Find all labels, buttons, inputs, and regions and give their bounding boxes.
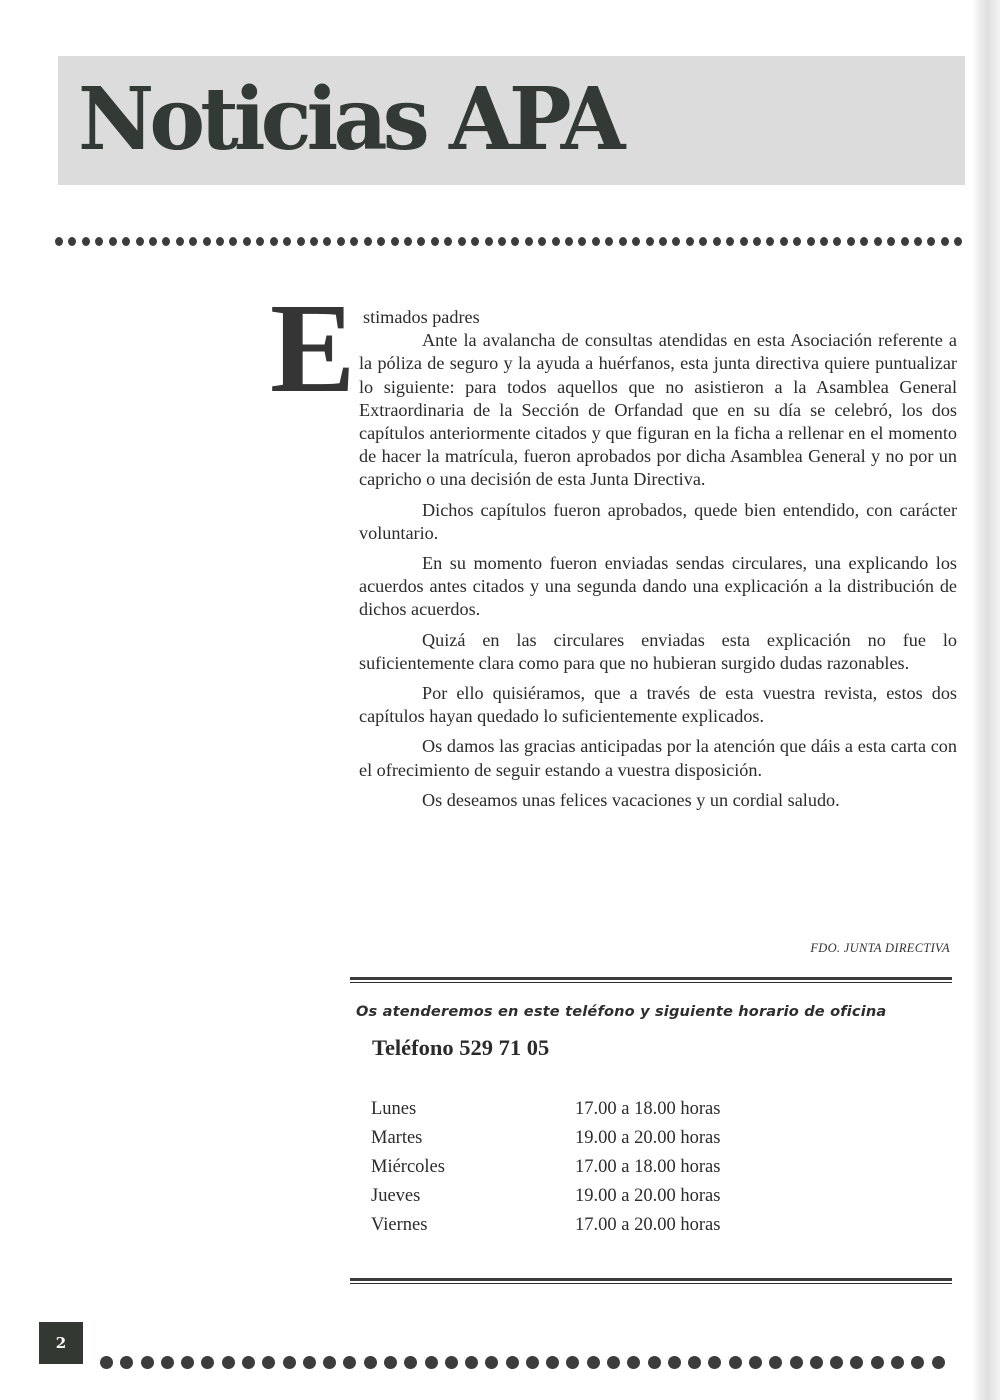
dot-icon	[417, 237, 425, 246]
page-title: Noticias APA	[78, 69, 621, 170]
schedule-hours: 19.00 a 20.00 horas	[575, 1128, 721, 1148]
dot-icon	[820, 237, 828, 246]
dot-icon	[552, 237, 560, 246]
dot-icon	[109, 237, 117, 246]
drop-cap: E	[270, 277, 356, 419]
dot-icon	[201, 1356, 214, 1369]
dot-icon	[181, 1356, 194, 1369]
dot-icon	[216, 237, 224, 246]
schedule-row	[371, 1095, 791, 1124]
dot-icon	[136, 237, 144, 246]
dot-icon	[310, 237, 318, 246]
page-number-badge: 2	[39, 1322, 83, 1364]
phone-number: Teléfono 529 71 05	[372, 1035, 550, 1060]
dot-icon	[465, 1356, 478, 1369]
dot-icon	[256, 237, 264, 246]
schedule-day: Viernes	[371, 1215, 428, 1235]
article-paragraph: Os deseamos unas felices vacaciones y un cordial saludo.	[422, 789, 840, 810]
dot-icon	[538, 237, 546, 246]
dot-icon	[242, 1356, 255, 1369]
dot-icon	[343, 1356, 356, 1369]
dot-icon	[323, 1356, 336, 1369]
dot-icon	[203, 237, 211, 246]
dot-icon	[404, 1356, 417, 1369]
rule-thick-line	[350, 977, 952, 980]
dot-icon	[161, 1356, 174, 1369]
schedule-day: Lunes	[371, 1099, 417, 1119]
dot-icon	[270, 237, 278, 246]
schedule-hours: 17.00 a 20.00 horas	[575, 1215, 721, 1235]
dot-icon	[377, 237, 385, 246]
dot-icon	[189, 237, 197, 246]
dot-icon	[713, 237, 721, 246]
dot-icon	[668, 1356, 681, 1369]
dot-icon	[729, 1356, 742, 1369]
office-schedule	[371, 1095, 791, 1240]
dot-icon	[766, 237, 774, 246]
dot-icon	[833, 237, 841, 246]
dot-icon	[229, 237, 237, 246]
dot-icon	[337, 237, 345, 246]
dot-icon	[860, 237, 868, 246]
article-greeting: stimados padres	[363, 307, 480, 327]
dot-icon	[120, 1356, 133, 1369]
dot-icon	[262, 1356, 275, 1369]
dot-icon	[648, 1356, 661, 1369]
office-hours-heading: Os atenderemos en este teléfono y siguiente horario de oficina	[356, 1003, 887, 1020]
dot-icon	[82, 237, 90, 246]
rule-thick-line	[350, 1278, 952, 1281]
signature: FDO. JUNTA DIRECTIVA	[810, 941, 950, 955]
dotted-divider-top	[55, 237, 963, 246]
dot-icon	[740, 237, 748, 246]
schedule-hours: 19.00 a 20.00 horas	[575, 1186, 721, 1206]
dot-icon	[847, 237, 855, 246]
rule-thin-line	[350, 982, 952, 983]
article-body	[359, 306, 957, 819]
dot-icon	[688, 1356, 701, 1369]
dot-icon	[619, 237, 627, 246]
dot-icon	[55, 237, 63, 246]
dot-icon	[122, 237, 130, 246]
dot-icon	[485, 1356, 498, 1369]
dot-icon	[891, 1356, 904, 1369]
dot-icon	[404, 237, 412, 246]
dot-icon	[162, 237, 170, 246]
dot-icon	[283, 237, 291, 246]
dot-icon	[607, 1356, 620, 1369]
dot-icon	[176, 237, 184, 246]
dot-icon	[874, 237, 882, 246]
schedule-day: Miércoles	[371, 1157, 445, 1177]
dot-icon	[100, 1356, 113, 1369]
dot-icon	[578, 237, 586, 246]
dot-icon	[297, 237, 305, 246]
dot-icon	[830, 1356, 843, 1369]
dot-icon	[444, 237, 452, 246]
dot-icon	[283, 1356, 296, 1369]
dot-icon	[901, 237, 909, 246]
dot-icon	[587, 1356, 600, 1369]
dot-icon	[350, 237, 358, 246]
schedule-hours: 17.00 a 18.00 horas	[575, 1099, 721, 1119]
dot-icon	[627, 1356, 640, 1369]
dot-icon	[672, 237, 680, 246]
dot-icon	[850, 1356, 863, 1369]
dot-icon	[485, 237, 493, 246]
dot-icon	[391, 237, 399, 246]
schedule-row	[371, 1211, 791, 1240]
dot-icon	[871, 1356, 884, 1369]
dot-icon	[807, 237, 815, 246]
dot-icon	[526, 1356, 539, 1369]
article-paragraph: Dichos capítulos fueron aprobados, quede bien entendido, con carácter voluntario.	[359, 499, 957, 543]
dot-icon	[749, 1356, 762, 1369]
dot-icon	[914, 237, 922, 246]
dot-icon	[932, 1356, 945, 1369]
dot-icon	[699, 237, 707, 246]
dot-icon	[708, 1356, 721, 1369]
dot-icon	[546, 1356, 559, 1369]
dot-icon	[911, 1356, 924, 1369]
dot-icon	[149, 237, 157, 246]
dot-icon	[810, 1356, 823, 1369]
dot-icon	[659, 237, 667, 246]
dot-icon	[565, 237, 573, 246]
dot-icon	[364, 237, 372, 246]
article-paragraph: Por ello quisiéramos, que a través de esta vuestra revista, estos dos capítulos hayan quedado lo suficientemente explicados.	[359, 683, 957, 727]
dot-icon	[243, 237, 251, 246]
dot-icon	[506, 1356, 519, 1369]
dot-icon	[471, 237, 479, 246]
dot-icon	[941, 237, 949, 246]
dot-icon	[445, 1356, 458, 1369]
dot-icon	[632, 237, 640, 246]
dot-icon	[141, 1356, 154, 1369]
dot-icon	[95, 237, 103, 246]
dot-icon	[646, 237, 654, 246]
dot-icon	[525, 237, 533, 246]
rule-thin-line	[350, 1283, 952, 1284]
dot-icon	[790, 1356, 803, 1369]
dot-icon	[384, 1356, 397, 1369]
double-rule-bottom	[350, 1278, 952, 1284]
dot-icon	[592, 237, 600, 246]
dot-icon	[222, 1356, 235, 1369]
page-binding-shadow	[972, 0, 1000, 1400]
article-paragraph: Os damos las gracias anticipadas por la atención que dáis a esta carta con el ofrecimiento de seguir estando a vuestra disposición.	[359, 736, 957, 780]
schedule-day: Martes	[371, 1128, 423, 1148]
dot-icon	[769, 1356, 782, 1369]
dot-icon	[323, 237, 331, 246]
dot-icon	[431, 237, 439, 246]
dot-icon	[566, 1356, 579, 1369]
dot-icon	[498, 237, 506, 246]
dot-icon	[780, 237, 788, 246]
dot-icon	[726, 237, 734, 246]
dot-icon	[954, 237, 962, 246]
dot-icon	[364, 1356, 377, 1369]
dot-icon	[458, 237, 466, 246]
schedule-hours: 17.00 a 18.00 horas	[575, 1157, 721, 1177]
dotted-divider-bottom	[100, 1355, 945, 1369]
schedule-day: Jueves	[371, 1186, 421, 1206]
schedule-row	[371, 1182, 791, 1211]
dot-icon	[68, 237, 76, 246]
dot-icon	[425, 1356, 438, 1369]
dot-icon	[511, 237, 519, 246]
dot-icon	[686, 237, 694, 246]
article-paragraph: Ante la avalancha de consultas atendidas en esta Asociación referente a la póliza de seguro y la ayuda a huérfanos, esta junta directiva quiere puntualizar lo siguiente: para todos aquellos que no asistieron a la Asamblea General Extraordinaria de la Sección de Orfandad que en su día se celebró, los dos capítulos anteriormente citados y que figuran en la ficha a rellenar en el momento de hacer la matrícula, fueron aprobados por dicha Asamblea General y no por un capricho o una decisión de esta Junta Directiva.	[359, 330, 957, 490]
dot-icon	[753, 237, 761, 246]
article-paragraph: Quizá en las circulares enviadas esta explicación no fue lo suficientemente clara como para que no hubieran surgido dudas razonables.	[359, 629, 957, 673]
dot-icon	[605, 237, 613, 246]
article-paragraph: En su momento fueron enviadas sendas circulares, una explicando los acuerdos antes citados y una segunda dando una explicación a la distribución de dichos acuerdos.	[359, 553, 957, 620]
header-banner	[58, 56, 965, 185]
schedule-row	[371, 1153, 791, 1182]
dot-icon	[927, 237, 935, 246]
schedule-row	[371, 1124, 791, 1153]
double-rule-top	[350, 977, 952, 983]
dot-icon	[887, 237, 895, 246]
dot-icon	[303, 1356, 316, 1369]
dot-icon	[793, 237, 801, 246]
